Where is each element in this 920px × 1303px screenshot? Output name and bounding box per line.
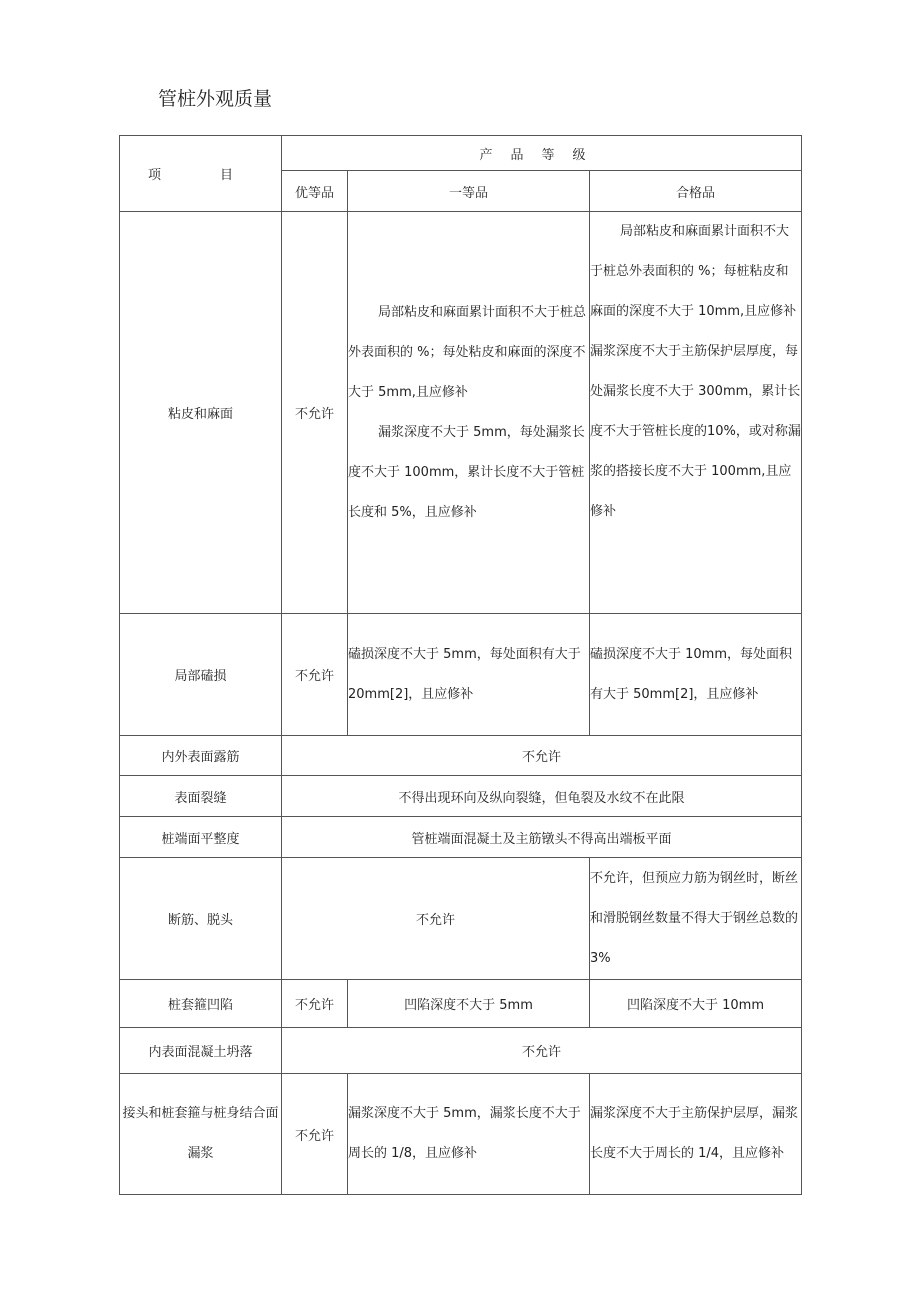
- row-first: 磕损深度不大于 5mm，每处面积有大于 20mm[2]，且应修补: [348, 614, 590, 736]
- header-item-right: 目: [219, 168, 233, 183]
- row-first-para-2: 漏浆深度不大于 5mm，每处漏浆长度不大于 100mm，累计长度不大于管桩长度和 5%，且应修补: [348, 424, 585, 520]
- table-row: [120, 817, 802, 858]
- row-qualified: 磕损深度不大于 10mm，每处面积有大于 50mm[2]，且应修补: [590, 614, 802, 736]
- row-item: 局部磕损: [120, 614, 282, 736]
- row-excellent: 不允许: [282, 614, 348, 736]
- row-all: 不得出现环向及纵向裂缝，但龟裂及水纹不在此限: [282, 776, 802, 817]
- row-first-para-1: 局部粘皮和麻面累计面积不大于桩总外表面积的 %；每处粘皮和麻面的深度不大于 5mm,且应修补: [348, 304, 587, 400]
- row-all: 不允许: [282, 1028, 802, 1074]
- row-item: 桩端面平整度: [120, 817, 282, 858]
- row-qualified-text: 局部粘皮和麻面累计面积不大于桩总外表面积的 %；每桩粘皮和麻面的深度不大于 10mm,且应修补漏浆深度不大于主筋保护层厚度，每处漏浆长度不大于 300mm，累计长度不大于管桩长度的10%，或对称漏浆的搭接长度不大于 100mm,且应修补: [590, 224, 801, 519]
- row-item: 内表面混凝土坍落: [120, 1028, 282, 1074]
- row-first: 漏浆深度不大于 5mm，漏浆长度不大于周长的 1/8，且应修补: [348, 1074, 590, 1195]
- table-row: [120, 1074, 802, 1195]
- row-item: 断筋、脱头: [120, 858, 282, 980]
- table-row: [120, 858, 802, 980]
- row-qualified: [590, 212, 802, 614]
- header-grade-group: 产品等级: [282, 136, 802, 171]
- header-grade-excellent: 优等品: [282, 171, 348, 212]
- row-item: 接头和桩套箍与桩身结合面漏浆: [120, 1074, 282, 1195]
- table-row: [120, 776, 802, 817]
- row-excellent: 不允许: [282, 980, 348, 1028]
- header-grade-qualified: 合格品: [590, 171, 802, 212]
- row-all: 管桩端面混凝土及主筋镦头不得高出端板平面: [282, 817, 802, 858]
- row-excellent-first: 不允许: [282, 858, 590, 980]
- row-first: 凹陷深度不大于 5mm: [348, 980, 590, 1028]
- table-row: [120, 980, 802, 1028]
- table-row: [120, 614, 802, 736]
- row-all: 不允许: [282, 736, 802, 776]
- header-grade-first: 一等品: [348, 171, 590, 212]
- header-item-cell: [120, 136, 282, 212]
- quality-table: [119, 135, 802, 1195]
- page-title: 管桩外观质量: [158, 88, 273, 110]
- row-item: 粘皮和麻面: [120, 212, 282, 614]
- row-excellent: 不允许: [282, 212, 348, 614]
- row-excellent: 不允许: [282, 1074, 348, 1195]
- row-item: 表面裂缝: [120, 776, 282, 817]
- row-item: 内外表面露筋: [120, 736, 282, 776]
- table-row: [120, 212, 802, 614]
- row-qualified: 漏浆深度不大于主筋保护层厚，漏浆长度不大于周长的 1/4，且应修补: [590, 1074, 802, 1195]
- row-item: 桩套箍凹陷: [120, 980, 282, 1028]
- table-row: [120, 736, 802, 776]
- row-first: [348, 212, 590, 614]
- row-qualified: 不允许，但预应力筋为钢丝时，断丝和滑脱钢丝数量不得大于钢丝总数的 3%: [590, 858, 802, 980]
- row-qualified: 凹陷深度不大于 10mm: [590, 980, 802, 1028]
- header-item-left: 项: [148, 168, 162, 183]
- table-row: [120, 1028, 802, 1074]
